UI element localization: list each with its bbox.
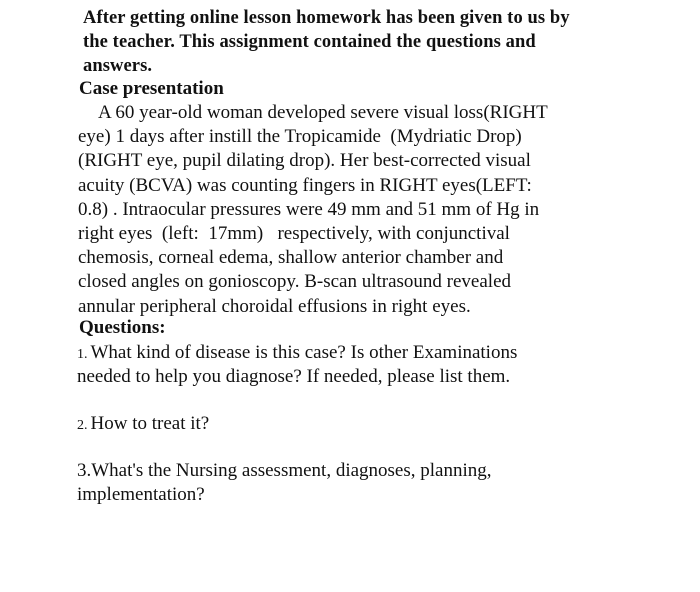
case-line: (RIGHT eye, pupil dilating drop). Her best-corrected visual [78, 150, 531, 172]
case-presentation-heading: Case presentation [79, 78, 224, 99]
case-line: right eyes (left: 17mm) respectively, with conjunctival [78, 223, 510, 245]
question-1-line-2: needed to help you diagnose? If needed, please list them. [77, 366, 511, 387]
question-1-text: What kind of disease is this case? Is other Examinations [90, 342, 518, 363]
question-3-line-2: implementation? [77, 484, 205, 505]
case-line: A 60 year-old woman developed severe visual loss(RIGHT [98, 102, 548, 123]
intro-line: the teacher. This assignment contained the questions and [83, 32, 536, 52]
case-line: chemosis, corneal edema, shallow anterior chamber and [78, 247, 504, 269]
case-line: annular peripheral choroidal effusions in right eyes. [78, 295, 471, 317]
case-line: acuity (BCVA) was counting fingers in RIGHT eyes(LEFT: [78, 174, 532, 196]
questions-heading: Questions: [79, 317, 166, 338]
question-1-line-1 [77, 341, 517, 367]
case-line: closed angles on gonioscopy. B-scan ultrasound revealed [78, 271, 512, 293]
case-presentation-body [78, 101, 678, 319]
question-2 [77, 412, 209, 438]
intro-line: After getting online lesson homework has been given to us by [83, 8, 570, 28]
intro-paragraph [83, 6, 643, 78]
question-2-number: 2. [77, 418, 88, 433]
question-2-text: How to treat it? [90, 413, 210, 434]
case-line: 0.8) . Intraocular pressures were 49 mm and 51 mm of Hg in [78, 198, 540, 220]
intro-line: answers. [83, 56, 153, 76]
case-line: eye) 1 days after instill the Tropicamide (Mydriatic Drop) [78, 126, 522, 148]
question-3-line-1: 3.What's the Nursing assessment, diagnoses, planning, [77, 460, 492, 481]
question-1-number: 1. [77, 347, 88, 362]
